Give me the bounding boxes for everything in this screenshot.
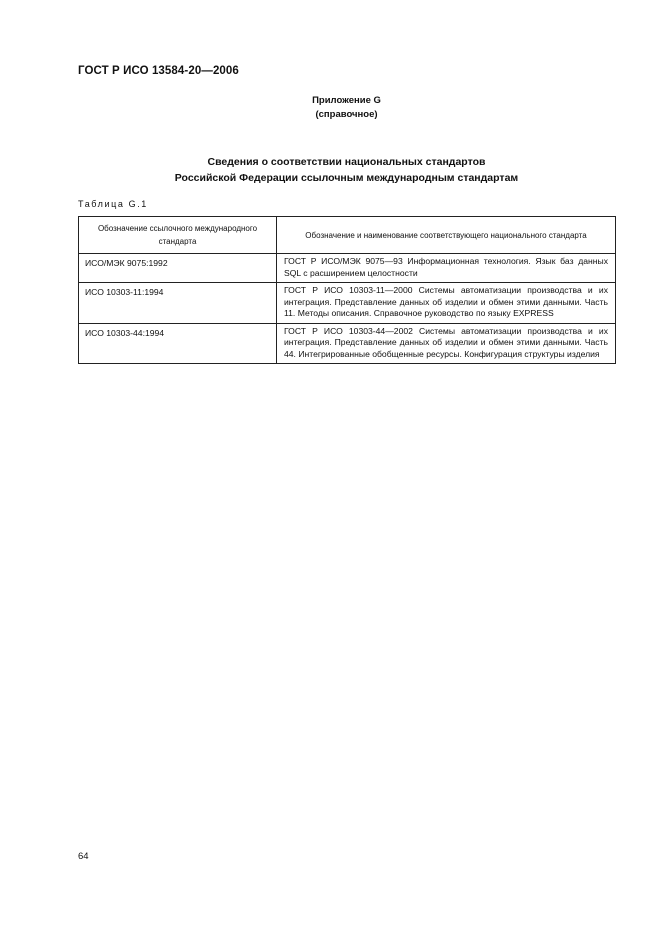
table-caption: Таблица G.1	[78, 199, 148, 209]
national-standard-cell: ГОСТ Р ИСО 10303-11—2000 Системы автоматизации производства и их интеграция. Представление данных об изделии и обмен этими данными. Часть 11. Методы описания. Справочное руководство по языку EXPRESS	[277, 283, 616, 324]
table-header-row	[79, 217, 616, 254]
page-number: 64	[78, 851, 89, 862]
table-row	[79, 254, 616, 283]
reference-standard-cell: ИСО 10303-11:1994	[79, 283, 277, 324]
annex-title-line-2: Российской Федерации ссылочным международным стандартам	[174, 172, 519, 184]
table-row	[79, 283, 616, 324]
reference-standard-cell: ИСО 10303-44:1994	[79, 323, 277, 364]
document-header: ГОСТ Р ИСО 13584-20—2006	[78, 65, 239, 77]
national-standard-cell: ГОСТ Р ИСО/МЭК 9075—93 Информационная технология. Язык баз данных SQL с расширением целостности	[277, 254, 616, 283]
annex-type: (справочное)	[315, 109, 378, 120]
national-standard-cell: ГОСТ Р ИСО 10303-44—2002 Системы автоматизации производства и их интеграция. Представление данных об изделии и обмен этими данными. Часть 44. Интегрированные обобщенные ресурсы. Конфигурация структуры изделия	[277, 323, 616, 364]
table-row	[79, 323, 616, 364]
standards-correspondence-table	[78, 216, 616, 364]
column-header-reference: Обозначение ссылочного международного стандарта	[79, 217, 277, 254]
column-header-national: Обозначение и наименование соответствующего национального стандарта	[277, 217, 616, 254]
reference-standard-cell: ИСО/МЭК 9075:1992	[79, 254, 277, 283]
annex-title-line-1: Сведения о соответствии национальных стандартов	[207, 156, 486, 168]
annex-label: Приложение G	[312, 95, 381, 106]
